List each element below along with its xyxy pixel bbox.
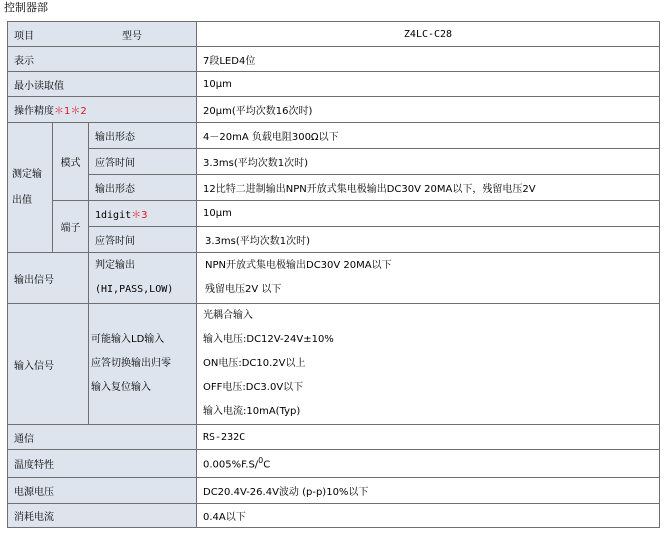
analog-output-form2-value: 12比特二进制输出NPN开放式集电极输出DC30V 20MA以下，残留电压2V (197, 175, 660, 201)
analog-output-form2-label: 输出形态 (89, 175, 197, 201)
input-signal-value-line: 输入电压:DC12V-24V±10% (203, 334, 334, 345)
temperature-unit-sup: 0 (258, 456, 264, 466)
accuracy-label: 操作精度 (14, 106, 54, 117)
table-row-communication (8, 425, 660, 450)
output-signal-value-line2: 残留电压2V 以下 (205, 284, 282, 295)
terminal-response-label: 应答时间 (89, 227, 197, 253)
temperature-value: 0.005%F.S/ (203, 459, 259, 471)
input-signal-sub-cell (89, 304, 197, 425)
analog-label: 模式 (53, 123, 89, 201)
input-signal-sub-line: 应答切换输出归零 (91, 358, 171, 369)
accuracy-note-marks: ＊1＊2 (54, 106, 87, 117)
temperature-value-cell (197, 450, 660, 478)
display-label: 表示 (8, 47, 197, 72)
temperature-label: 温度特性 (8, 450, 197, 478)
input-signal-value-line: OFF电压:DC3.0V以下 (203, 382, 304, 393)
terminal-digit-mark: ＊3 (131, 210, 148, 221)
current-value: 0.4A以下 (197, 504, 660, 528)
table-row-display (8, 47, 660, 72)
analog-response-value: 3.3ms(平均次数1次时) (197, 149, 660, 175)
table-row-terminal-response (8, 227, 660, 253)
input-signal-label: 输入信号 (8, 304, 89, 425)
table-row-power-voltage (8, 478, 660, 504)
input-signal-value-cell (197, 304, 660, 425)
output-signal-value-line1: NPN开放式集电极输出DC30V 20MA以下 (205, 260, 392, 271)
table-row-temperature (8, 450, 660, 478)
terminal-response-value: 3.3ms(平均次数1次时) (197, 227, 660, 253)
header-item-label: 项目 (14, 30, 34, 42)
header-model-label: 型号 (122, 30, 142, 42)
input-signal-sub-line: 输入复位输入 (91, 382, 151, 393)
min-reading-value: 10μm (197, 72, 660, 97)
table-row-min-reading (8, 72, 660, 97)
communication-label: 通信 (8, 425, 197, 450)
power-voltage-value: DC20.4V-26.4V波动 (p-p)10%以下 (197, 478, 660, 504)
output-signal-label: 输出信号 (8, 253, 89, 304)
table-row-analog-output-form2 (8, 175, 660, 201)
output-signal-value-cell (197, 253, 660, 304)
terminal-digit-label: 1digit (95, 210, 132, 221)
output-signal-sub-cell (89, 253, 197, 304)
input-signal-sub-line: 可能输入LD输入 (91, 334, 165, 345)
table-row-terminal-digit (8, 201, 660, 227)
input-signal-value-line: 光耦合输入 (203, 310, 253, 321)
table-header-row (8, 22, 660, 47)
measure-output-label: 测定输出值 (8, 123, 53, 253)
communication-value: RS-232C (197, 425, 660, 450)
header-item-model-cell (8, 22, 197, 47)
table-row-analog-response (8, 149, 660, 175)
table-row-input-signal (8, 304, 660, 425)
analog-output-form-label: 输出形态 (89, 123, 197, 149)
temperature-unit: C (263, 459, 271, 471)
current-label: 消耗电流 (8, 504, 197, 528)
accuracy-value: 20μm(平均次数16次时) (197, 97, 660, 123)
terminal-digit-label-cell (89, 201, 197, 227)
accuracy-label-cell (8, 97, 197, 123)
analog-output-form-value: 4－20mA 负载电阻300Ω以下 (197, 123, 660, 149)
table-row-analog-output-form (8, 123, 660, 149)
section-title: 控制器部 (4, 1, 48, 14)
input-signal-value-line: ON电压:DC10.2V以上 (203, 358, 306, 369)
analog-response-label: 应答时间 (89, 149, 197, 175)
power-voltage-label: 电源电压 (8, 478, 197, 504)
table-row-accuracy (8, 97, 660, 123)
table-row-output-signal (8, 253, 660, 304)
input-signal-value-line: 输入电流:10mA(Typ) (203, 406, 301, 417)
table-row-current (8, 504, 660, 528)
spec-table (7, 21, 660, 528)
terminal-digit-value: 10μm (197, 201, 660, 227)
min-reading-label: 最小读取值 (8, 72, 197, 97)
output-signal-sub-line1: 判定输出 (95, 260, 135, 271)
display-value: 7段LED4位 (197, 47, 660, 72)
output-signal-sub-line2: (HI,PASS,LOW) (95, 284, 174, 295)
terminal-label: 端子 (53, 201, 89, 253)
header-model-value: Z4LC-C28 (197, 22, 660, 47)
